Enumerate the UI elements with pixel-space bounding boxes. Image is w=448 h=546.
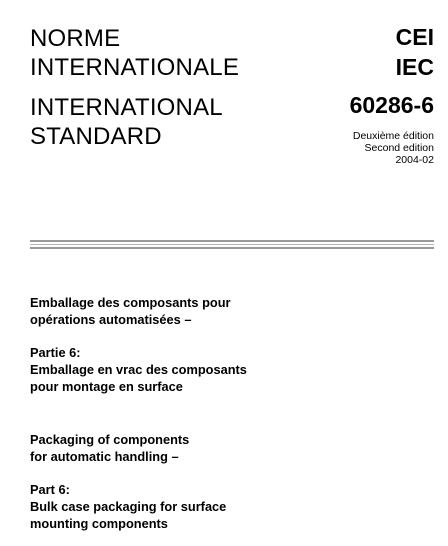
organization-iec: IEC	[395, 54, 434, 80]
subject-line: Emballage en vrac des composants	[30, 362, 247, 377]
edition-french: Deuxième édition	[352, 130, 434, 142]
title-french-line-2: INTERNATIONALE	[30, 54, 240, 81]
title-english-line-1: INTERNATIONAL	[30, 94, 223, 121]
subject-line: Partie 6:	[30, 345, 81, 360]
divider-line	[30, 247, 434, 249]
subject-line: pour montage en surface	[30, 379, 183, 394]
edition-date: 2004-02	[395, 154, 434, 166]
subject-line: for automatic handling –	[30, 449, 179, 464]
divider-line	[30, 240, 434, 242]
subject-line: Packaging of components	[30, 432, 190, 447]
subject-line: Part 6:	[30, 482, 70, 497]
standard-number: 60286-6	[349, 92, 434, 118]
subject-line: Emballage des composants pour	[30, 295, 231, 310]
organization-block	[396, 22, 434, 82]
subject-line: Bulk case packaging for surface	[30, 499, 227, 514]
title-english	[30, 93, 223, 151]
subject-line: opérations automatisées –	[30, 312, 192, 327]
organization-cei: CEI	[395, 24, 434, 50]
title-french	[30, 24, 239, 82]
edition-block	[353, 130, 434, 166]
subject-english-part	[30, 481, 226, 532]
subject-line: mounting components	[30, 516, 168, 531]
edition-english: Second edition	[364, 142, 434, 154]
subject-french-main	[30, 294, 231, 328]
subject-english-main	[30, 431, 189, 465]
divider-line	[30, 244, 434, 245]
title-english-line-2: STANDARD	[30, 123, 162, 150]
subject-french-part	[30, 344, 247, 395]
title-french-line-1: NORME	[30, 25, 121, 52]
